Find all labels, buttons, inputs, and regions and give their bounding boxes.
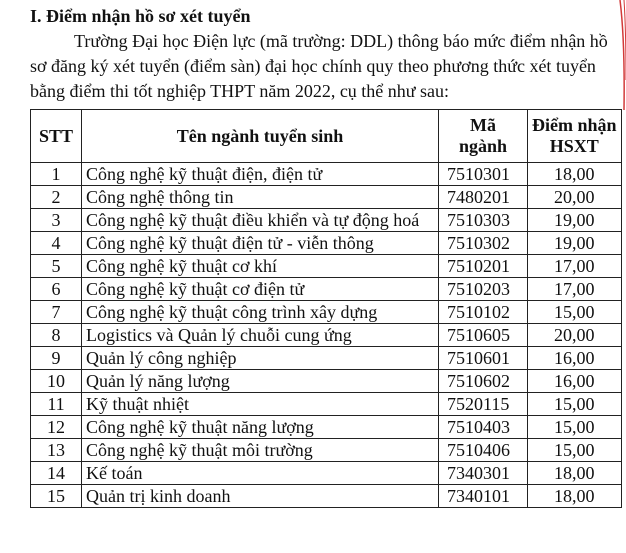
row-major-code: 7510301	[439, 163, 528, 186]
header-code-line1: Mã	[470, 115, 496, 135]
table-row	[31, 255, 622, 278]
row-stt: 13	[31, 439, 82, 462]
row-score: 15,00	[528, 393, 622, 416]
row-score: 19,00	[528, 209, 622, 232]
row-score: 15,00	[528, 439, 622, 462]
row-stt: 7	[31, 301, 82, 324]
row-score: 20,00	[528, 324, 622, 347]
table-row	[31, 232, 622, 255]
row-major-code: 7510403	[439, 416, 528, 439]
row-score: 16,00	[528, 347, 622, 370]
row-major-code: 7510102	[439, 301, 528, 324]
row-major-code: 7510601	[439, 347, 528, 370]
row-major-name: Công nghệ kỹ thuật năng lượng	[82, 416, 439, 439]
table-row	[31, 370, 622, 393]
header-score-line1: Điểm nhận	[532, 115, 617, 135]
row-stt: 8	[31, 324, 82, 347]
row-major-name: Công nghệ kỹ thuật điện, điện tử	[82, 163, 439, 186]
header-code-line2: ngành	[458, 136, 508, 156]
red-stamp-edge	[618, 0, 626, 110]
row-major-code: 7520115	[439, 393, 528, 416]
header-score-line2: HSXT	[549, 136, 599, 156]
row-stt: 6	[31, 278, 82, 301]
table-row	[31, 439, 622, 462]
table-header-row	[31, 110, 622, 163]
table-row	[31, 462, 622, 485]
table-row	[31, 186, 622, 209]
row-major-name: Kế toán	[82, 462, 439, 485]
row-major-name: Công nghệ kỹ thuật cơ điện tử	[82, 278, 439, 301]
row-score: 15,00	[528, 416, 622, 439]
row-score: 19,00	[528, 232, 622, 255]
table-row	[31, 209, 622, 232]
row-stt: 2	[31, 186, 82, 209]
table-row	[31, 163, 622, 186]
table-row	[31, 485, 622, 508]
row-major-code: 7510602	[439, 370, 528, 393]
table-row	[31, 324, 622, 347]
row-major-name: Công nghệ kỹ thuật công trình xây dựng	[82, 301, 439, 324]
row-stt: 4	[31, 232, 82, 255]
row-major-code: 7340301	[439, 462, 528, 485]
row-score: 17,00	[528, 255, 622, 278]
header-major-code	[439, 110, 528, 163]
section-heading: I. Điểm nhận hồ sơ xét tuyển	[30, 6, 251, 26]
paragraph-line: bằng điểm thi tốt nghiệp THPT năm 2022, cụ thể như sau:	[30, 81, 450, 101]
row-major-name: Công nghệ kỹ thuật môi trường	[82, 439, 439, 462]
row-score: 18,00	[528, 163, 622, 186]
table-row	[31, 416, 622, 439]
table-row	[31, 393, 622, 416]
row-score: 20,00	[528, 186, 622, 209]
row-stt: 14	[31, 462, 82, 485]
row-major-name: Logistics và Quản lý chuỗi cung ứng	[82, 324, 439, 347]
row-major-name: Kỹ thuật nhiệt	[82, 393, 439, 416]
intro-paragraph	[30, 29, 626, 104]
table-row	[31, 347, 622, 370]
header-score	[528, 110, 622, 163]
table-row	[31, 301, 622, 324]
row-major-name: Quản trị kinh doanh	[82, 485, 439, 508]
row-major-code: 7510201	[439, 255, 528, 278]
row-stt: 10	[31, 370, 82, 393]
row-stt: 11	[31, 393, 82, 416]
row-stt: 12	[31, 416, 82, 439]
row-stt: 15	[31, 485, 82, 508]
row-major-code: 7480201	[439, 186, 528, 209]
row-stt: 3	[31, 209, 82, 232]
row-stt: 9	[31, 347, 82, 370]
paragraph-line: sơ đăng ký xét tuyển (điểm sàn) đại học chính quy theo phương thức xét tuyển	[30, 56, 596, 76]
row-score: 18,00	[528, 485, 622, 508]
row-score: 16,00	[528, 370, 622, 393]
row-major-code: 7510302	[439, 232, 528, 255]
row-major-name: Công nghệ kỹ thuật cơ khí	[82, 255, 439, 278]
header-stt: STT	[31, 110, 82, 163]
row-major-name: Quản lý công nghiệp	[82, 347, 439, 370]
row-major-name: Công nghệ kỹ thuật điều khiển và tự động hoá	[82, 209, 439, 232]
admission-score-table	[30, 109, 622, 508]
table-row	[31, 278, 622, 301]
row-major-name: Công nghệ thông tin	[82, 186, 439, 209]
paragraph-line: Trường Đại học Điện lực (mã trường: DDL) thông báo mức điểm nhận hồ	[74, 31, 608, 51]
row-major-code: 7510605	[439, 324, 528, 347]
row-major-name: Quản lý năng lượng	[82, 370, 439, 393]
row-major-code: 7510303	[439, 209, 528, 232]
row-major-code: 7340101	[439, 485, 528, 508]
row-major-name: Công nghệ kỹ thuật điện tử - viễn thông	[82, 232, 439, 255]
row-score: 18,00	[528, 462, 622, 485]
row-stt: 5	[31, 255, 82, 278]
header-major-name: Tên ngành tuyển sinh	[82, 110, 439, 163]
row-score: 17,00	[528, 278, 622, 301]
row-major-code: 7510406	[439, 439, 528, 462]
row-major-code: 7510203	[439, 278, 528, 301]
row-stt: 1	[31, 163, 82, 186]
table-body	[31, 163, 622, 508]
row-score: 15,00	[528, 301, 622, 324]
